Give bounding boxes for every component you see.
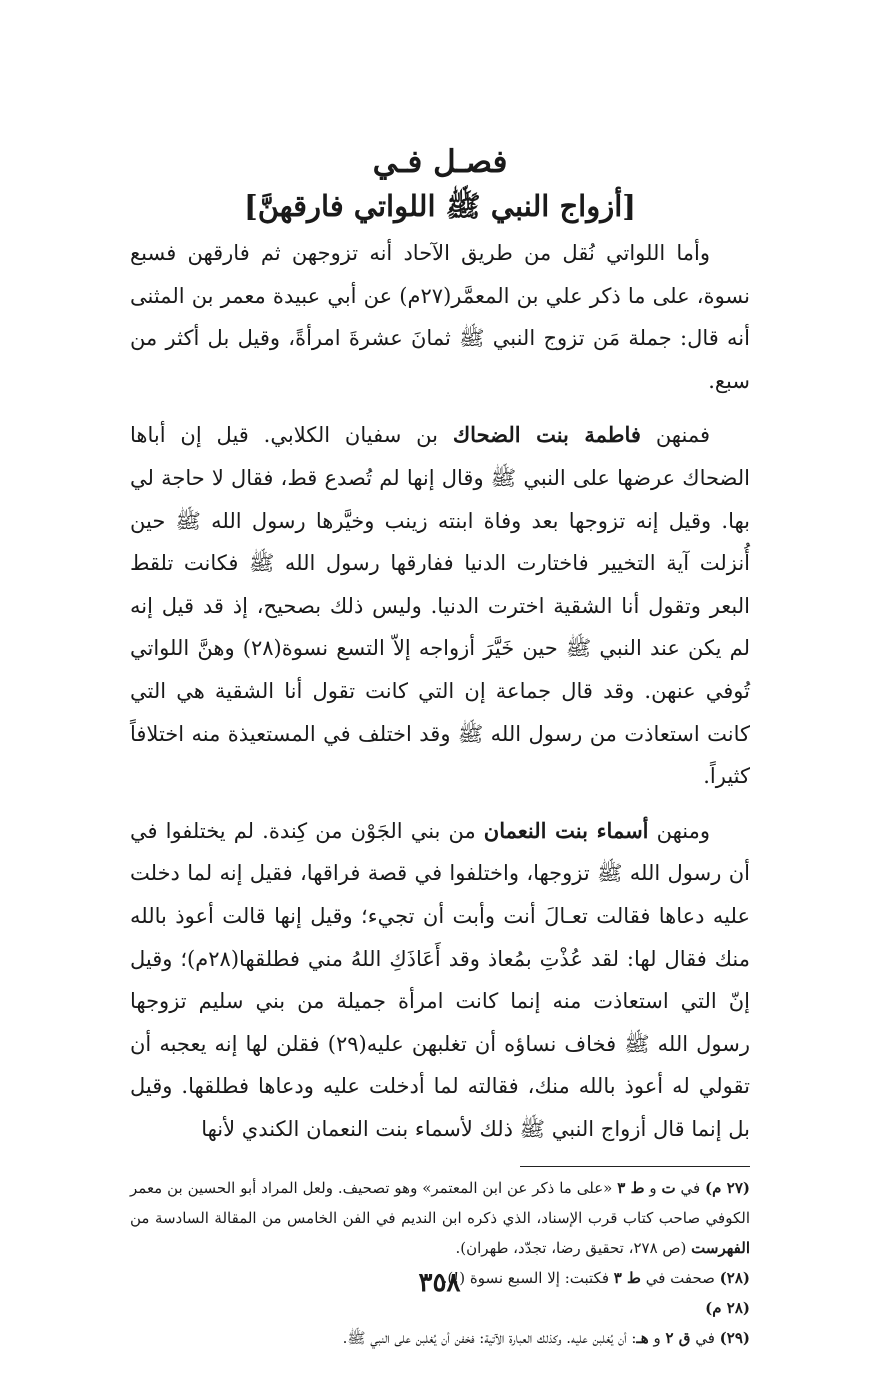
source-siglum: ت [661, 1179, 676, 1198]
book-title: الفهرست [691, 1239, 750, 1258]
paragraph-intro [130, 232, 750, 402]
name-highlight: فاطمة بنت الضحاك [452, 422, 641, 448]
footnote-marker: (٢٨) [719, 1269, 750, 1288]
paragraph-fatima [130, 414, 750, 797]
footnote-29 [130, 1323, 750, 1353]
source-siglum: ط ٣ [613, 1269, 641, 1288]
footnote-separator [520, 1166, 750, 1173]
footnote-text: في [690, 1329, 720, 1348]
paragraph-lead: فمنهن [640, 423, 711, 448]
footnote-27m [130, 1173, 750, 1263]
paragraph-text: وأما اللواتي نُقل من طريق الآحاد أنه تزوجهن ثم فارقهن فسبع نسوة، على ما ذكر علي بن المعمَّر(٢٧م) عن أبي عبيدة معمر بن المثنى أنه قال: جملة مَن تزوج النبي ﷺ ثمانَ عشرةَ امرأةً، وقيل بل أكثر من سبع. [130, 241, 750, 393]
footnotes [130, 1173, 750, 1353]
source-siglum: هـ [636, 1329, 649, 1348]
name-highlight: أسماء بنت النعمان [483, 817, 649, 843]
footnote-marker: (٢٧ م) [705, 1179, 750, 1198]
footnote-text: و [648, 1329, 666, 1348]
paragraph-asma [130, 810, 750, 1151]
book-page [130, 130, 750, 1353]
footnote-marker: (٢٩) [719, 1329, 750, 1348]
footnote-text: صحفت في [640, 1269, 720, 1288]
paragraph-text: من بني الجَوْن من كِندة. لم يختلفوا في أن رسول الله ﷺ تزوجها، واختلفوا في قصة فراقها، فقيل إنه لما دخلت عليه دعاها فقالت تعـالَ أنت وأبت أن تجيء؛ وقيل إنها قالت أعوذ بالله منك فقال لها: لقد عُذْتِ بمُعاذ وقد أَعَاذَكِ اللهُ مني فطلقها(٢٨م)؛ وقيل إنّ التي استعاذت منه إنما كانت امرأة جميلة من بني سليم تزوجها رسول الله ﷺ فخاف نساؤه أن تغلبهن عليه(٢٩) فقلن لها إنه يعجبه أن تقولي له أعوذ بالله منك، فقالته لما أدخلت عليه ودعاها فطلقها. وقيل بل إنما قال أزواج النبي ﷺ ذلك لأسماء بنت النعمان الكندي لأنها [130, 818, 750, 1141]
footnote-text: : أن يُغلبن عليه. وكذلك العبارة الآتية: فخفن أن يُغلبن على النبي ﷺ. [342, 1329, 637, 1348]
paragraph-text: بن سفيان الكلابي. قيل إن أباها الضحاك عرضها على النبي ﷺ وقال إنها لم تُصدع قط، فقال لا حاجة لي بها. وقيل إنه تزوجها بعد وفاة ابنته زينب وخيَّرها رسول الله ﷺ حين أُنزلت آية التخيير فاختارت الدنيا ففارقها رسول الله ﷺ فكانت تلقط البعر وتقول أنا الشقية اخترت الدنيا. وليس ذلك بصحيح، إذ قد قيل إنه لم يكن عند النبي ﷺ حين خَيَّرَ أزواجه إلاّ التسع نسوة(٢٨) وهنَّ اللواتي تُوفي عنهن. وقد قال جماعة إن التي كانت تقول أنا الشقية هي التي كانت استعاذت من رسول الله ﷺ وقد اختلف في المستعيذة منه اختلافاً كثيراً. [130, 423, 750, 789]
footnote-text: (ص ٢٧٨، تحقيق رضا، تجدّد، طهران). [455, 1239, 692, 1258]
footnote-text: «على ما ذكر عن ابن المعتمر» وهو تصحيف. ولعل المراد أبو الحسين بن معمر الكوفي صاحب كتاب قرب الإسناد، الذي ذكره ابن النديم في الفن الخامس من المقالة السادسة من [130, 1179, 750, 1228]
page-number: ٣٥٨ [418, 1268, 461, 1298]
source-siglum: ق ٢ [665, 1329, 691, 1348]
footnote-marker: (٢٨ م) [705, 1299, 750, 1318]
chapter-heading: فصـل فـي [372, 144, 508, 180]
footnote-text: في [675, 1179, 706, 1198]
paragraph-lead: ومنهن [648, 818, 710, 843]
footnote-text: فكتبت: إلا السبع نسوة (!). [442, 1269, 614, 1288]
footnote-text: و [644, 1179, 662, 1198]
chapter-subheading: [أزواج النبي ﷺ اللواتي فارقهنَّ] [243, 189, 637, 223]
source-siglum: ط ٣ [617, 1179, 645, 1198]
